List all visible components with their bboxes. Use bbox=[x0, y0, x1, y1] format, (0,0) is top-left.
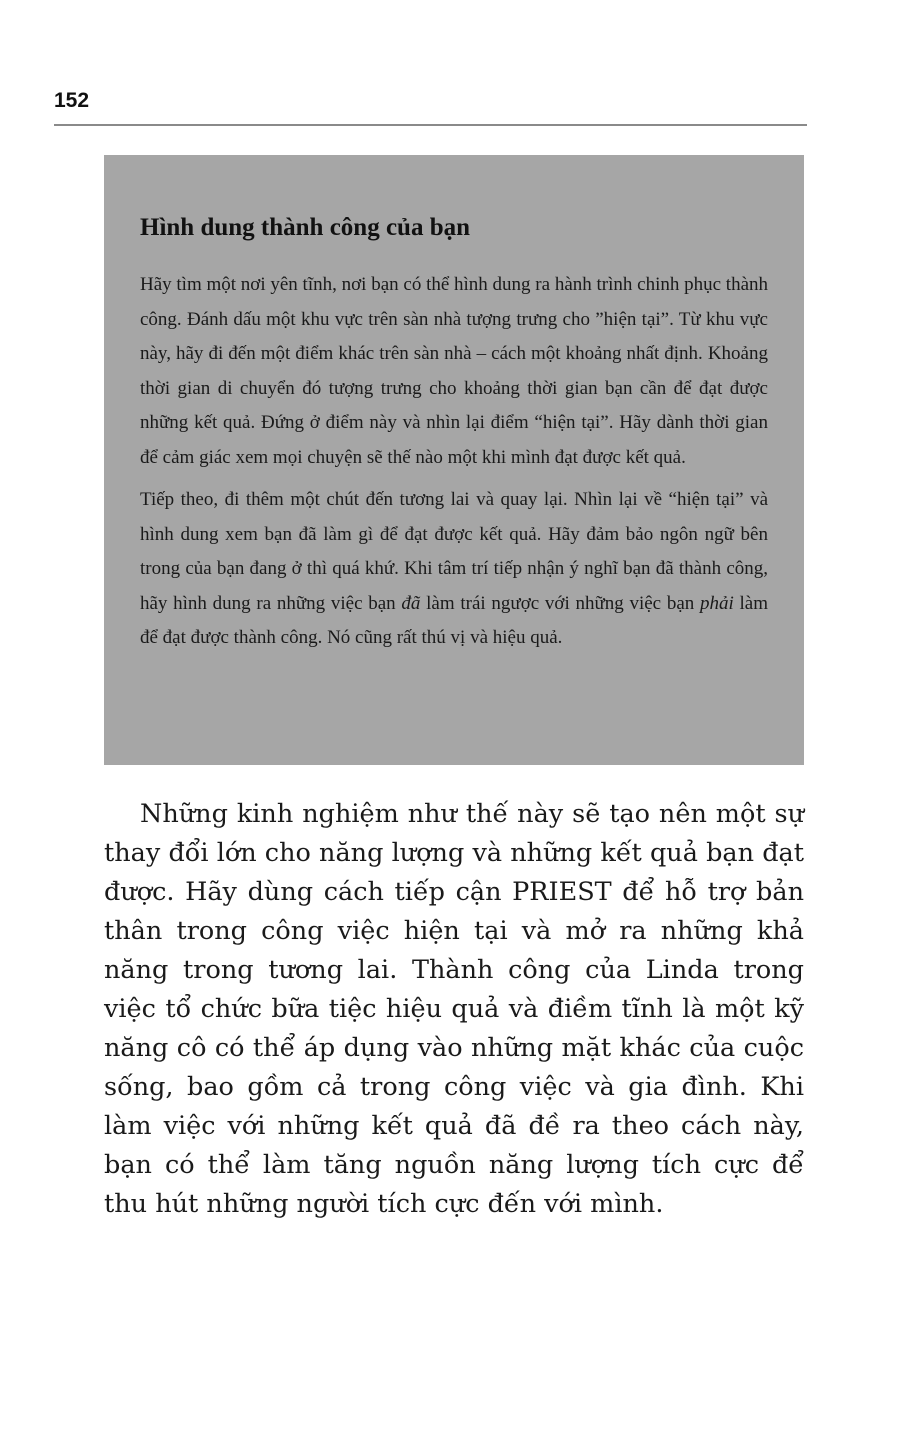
exercise-emphasis-da: đã bbox=[401, 592, 421, 614]
body-paragraph: Những kinh nghiệm như thế này sẽ tạo nên một sự thay đổi lớn cho năng lượng và những kết quả bạn đạt được. Hãy dùng cách tiếp cận PRIEST để hỗ trợ bản thân trong công việc hiện tại và mở ra những khả năng trong tương lai. Thành công của Linda trong việc tổ chức bữa tiệc hiệu quả và điềm tĩnh là một kỹ năng cô có thể áp dụng vào những mặt khác của cuộc sống, bao gồm cả trong công việc và gia đình. Khi làm việc với những kết quả đã đề ra theo cách này, bạn có thể làm tăng nguồn năng lượng tích cực để thu hút những người tích cực đến với mình. bbox=[104, 799, 804, 1219]
header-rule bbox=[54, 124, 807, 126]
exercise-paragraph-2-text-b: làm trái ngược với những việc bạn bbox=[420, 592, 700, 614]
exercise-paragraph-1: Hãy tìm một nơi yên tĩnh, nơi bạn có thể hình dung ra hành trình chinh phục thành công. Đánh dấu một khu vực trên sàn nhà tượng trưng cho ”hiện tại”. Từ khu vực này, hãy đi đến một điểm khác trên sàn nhà – cách một khoảng nhất định. Khoảng thời gian di chuyển đó tượng trưng cho khoảng thời gian bạn cần để đạt được những kết quả. Đứng ở điểm này và nhìn lại điểm “hiện tại”. Hãy dành thời gian để cảm giác xem mọi chuyện sẽ thế nào một khi mình đạt được kết quả. bbox=[140, 274, 768, 468]
page-number: 152 bbox=[54, 89, 90, 112]
exercise-emphasis-phai: phải bbox=[700, 592, 734, 614]
exercise-box bbox=[104, 155, 804, 765]
exercise-title: Hình dung thành công của bạn bbox=[140, 214, 471, 241]
exercise-paragraph-2 bbox=[140, 483, 768, 656]
exercise-paragraph-2-text-a: Tiếp theo, đi thêm một chút đến tương lai và quay lại. Nhìn lại về “hiện tại” và hình dung xem bạn đã làm gì để đạt được kết quả. Hãy đảm bảo ngôn ngữ bên trong của bạn đang ở thì quá khứ. Khi tâm trí tiếp nhận ý nghĩ bạn đã thành công, hãy hình dung ra những việc bạn bbox=[140, 489, 768, 614]
exercise-paragraph-2-text-c: làm để đạt được thành công. Nó cũng rất thú vị và hiệu quả. bbox=[140, 592, 768, 648]
